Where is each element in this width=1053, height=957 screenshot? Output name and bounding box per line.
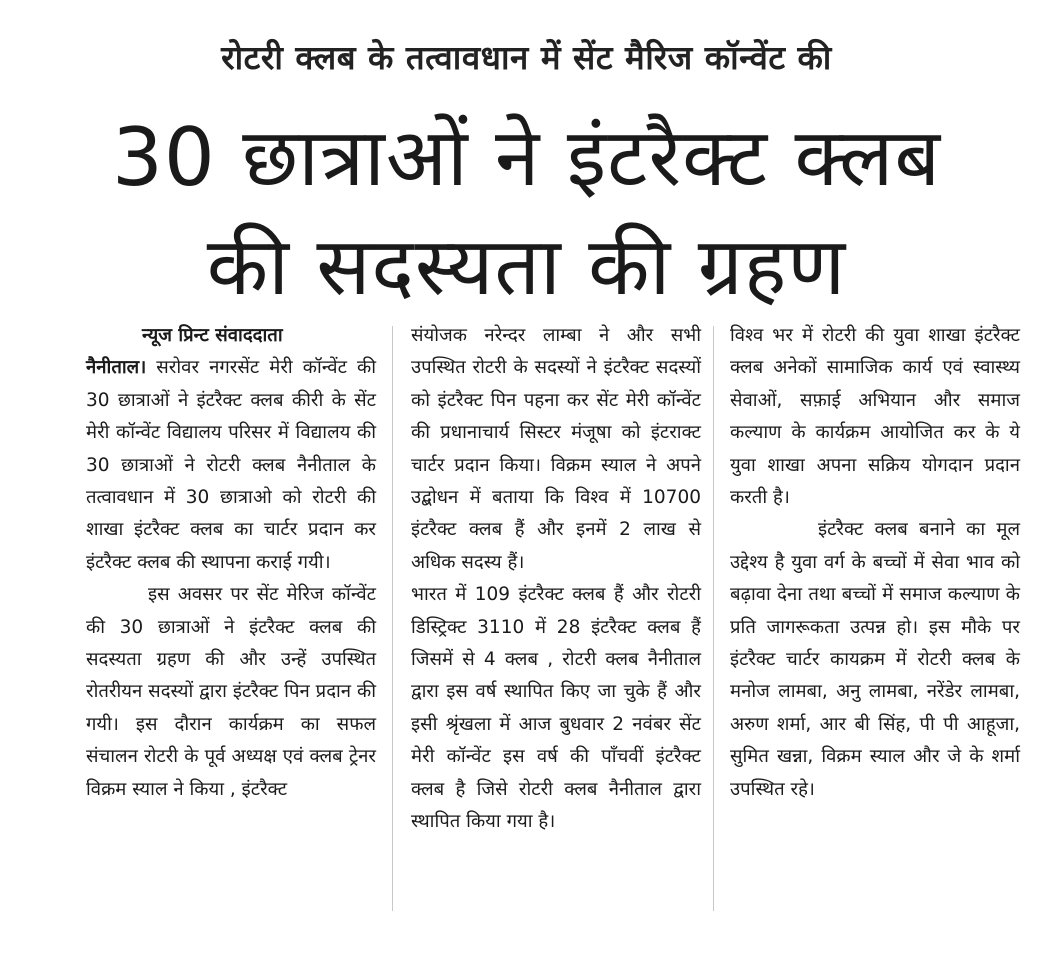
article-column-3 xyxy=(730,320,1020,806)
main-headline-line-1: 30 छात्राओं ने इंटरैक्ट क्लब xyxy=(111,111,942,204)
byline: न्यूज प्रिन्ट संवाददाता xyxy=(142,325,283,346)
paragraph: विश्व भर में रोटरी की युवा शाखा इंटरैक्ट क्लब अनेकों सामाजिक कार्य एवं स्वास्थ्य सेवाओं, सफ़ाई अभियान और समाज कल्याण के कार्यक्रम आयोजित कर के ये युवा शाखा अपना सक्रिय योगदान प्रदान करती है। xyxy=(730,325,1020,509)
paragraph: इंटरैक्ट क्लब बनाने का मूल उद्देश्य है युवा वर्ग के बच्चों में सेवा भाव को बढ़ावा देना तथा बच्चों में समाज कल्याण के प्रति जागरूकता उत्पन्न हो। इस मौके पर इंटरैक्ट चार्टर कायक्रम में रोटरी क्लब के मनोज लामबा, अनु लामबा, नरेंडेर लामबा, अरुण शर्मा, आर बी सिंह, पी पी आहूजा, सुमित खन्ना, विक्रम स्याल और जे के शर्मा उपस्थित रहे। xyxy=(730,519,1020,800)
paragraph-text: सरोवर नगरसेंट मेरी कॉन्वेंट की 30 छात्राओं ने इंटरैक्ट क्लब कीरी के सेंट मेरी कॉन्वेंट विद्यालय परिसर में विद्यालय की 30 छात्राओं ने रोटरी क्लब नैनीताल के तत्वावधान में 30 छात्राओ को रोटरी की शाखा इंटरैक्ट क्लब का चार्टर प्रदान कर इंटरैक्ट क्लब की स्थापना कराई गयी। xyxy=(86,357,376,573)
main-headline-line-2: की सदस्यता की ग्रहण xyxy=(206,220,847,313)
article-column-2 xyxy=(411,320,701,839)
paragraph xyxy=(86,352,376,579)
dateline: नैनीताल। xyxy=(86,357,147,379)
column-divider xyxy=(392,326,393,911)
paragraph: इस अवसर पर सेंट मेरिज कॉन्वेंट की 30 छात्राओं ने इंटरैक्ट क्लब की सदस्यता ग्रहण की और उन्हें उपस्थित रोतरीयन सदस्यों द्वारा इंटरैक्ट पिन प्रदान की गयी। इस दौरान कार्यक्रम का सफल संचालन रोटरी के पूर्व अध्यक्ष एवं क्लब ट्रेनर विक्रम स्याल ने किया , इंटरैक्ट xyxy=(86,584,376,800)
kicker-headline: रोटरी क्लब के तत्वावधान में सेंट मैरिज कॉन्वेंट की xyxy=(221,38,832,77)
article-column-1 xyxy=(86,320,376,806)
paragraph: भारत में 109 इंटरैक्ट क्लब हैं और रोटरी डिस्ट्रिक्ट 3110 में 28 इंटरैक्ट क्लब हैं जिसमें से 4 क्लब , रोटरी क्लब नैनीताल द्वारा इस वर्ष स्थापित किए जा चुके हैं और इसी श्रृंखला में आज बुधवार 2 नवंबर सेंट मेरी कॉन्वेंट इस वर्ष की पाँचवीं इंटरैक्ट क्लब है जिसे रोटरी क्लब नैनीताल द्वारा स्थापित किया गया है। xyxy=(411,584,701,833)
paragraph: संयोजक नरेन्दर लाम्बा ने और सभी उपस्थित रोटरी के सदस्यों ने इंटरैक्ट सदस्यों को इंटरैक्ट पिन पहना कर सेंट मेरी कॉन्वेंट की प्रधानाचार्य सिस्टर मंजूषा को इंटराक्ट चार्टर प्रदान किया। विक्रम स्याल ने अपने उद्बोधन में बताया कि विश्व में 10700 इंटरैक्ट क्लब हैं और इनमें 2 लाख से अधिक सदस्य हैं। xyxy=(411,325,701,573)
column-divider xyxy=(713,326,714,911)
